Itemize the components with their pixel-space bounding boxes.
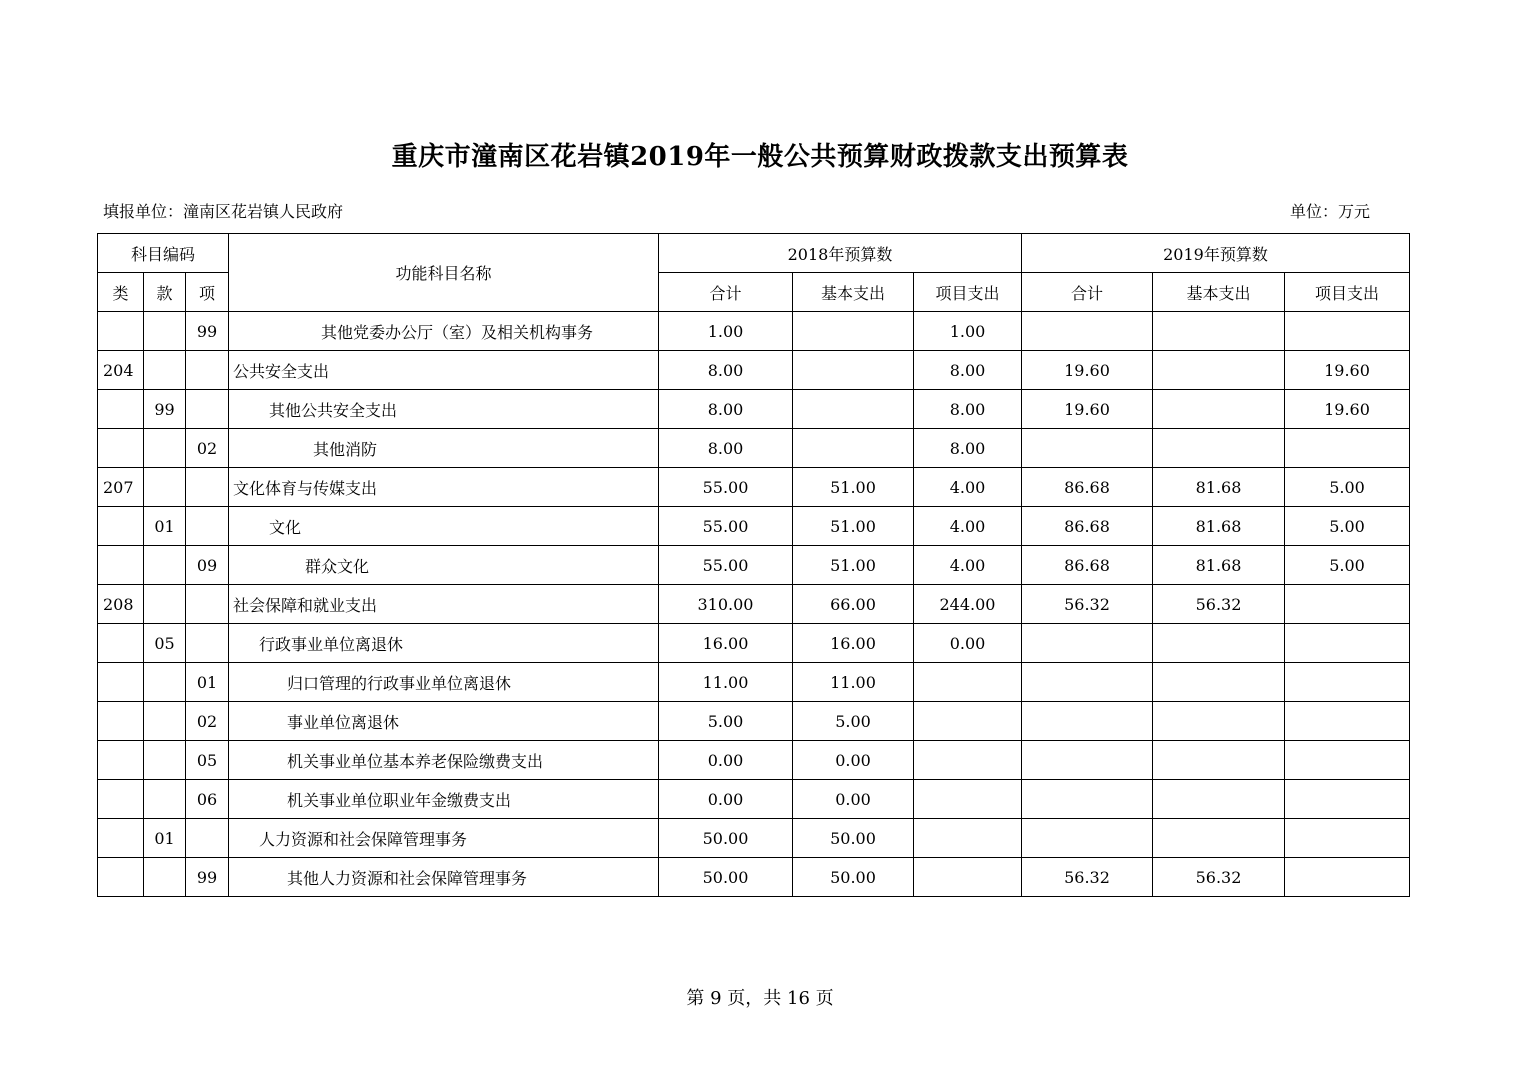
- kuan-cell: [144, 351, 186, 390]
- filing-unit: 填报单位：潼南区花岩镇人民政府: [103, 202, 344, 221]
- xiang-cell: [186, 351, 229, 390]
- table-row: [98, 624, 1410, 663]
- basic-2019-cell: 81.68: [1153, 507, 1285, 546]
- basic-2018-cell: [793, 351, 914, 390]
- xiang-cell: [186, 468, 229, 507]
- kuan-cell: [144, 546, 186, 585]
- basic-2018-cell: 50.00: [793, 819, 914, 858]
- header-xiang: 项: [186, 273, 229, 312]
- kuan-cell: [144, 741, 186, 780]
- lei-cell: 204: [98, 351, 144, 390]
- table-row: [98, 312, 1410, 351]
- lei-cell: 207: [98, 468, 144, 507]
- name-cell: 归口管理的行政事业单位离退休: [229, 663, 659, 702]
- basic-2019-cell: [1153, 624, 1285, 663]
- xiang-cell: [186, 624, 229, 663]
- header-kuan: 款: [144, 273, 186, 312]
- total-2018-cell: 50.00: [659, 858, 793, 897]
- header-function-name: 功能科目名称: [229, 234, 659, 312]
- total-2018-cell: 16.00: [659, 624, 793, 663]
- project-2019-cell: 5.00: [1285, 468, 1410, 507]
- basic-2019-cell: [1153, 819, 1285, 858]
- total-2019-cell: [1022, 702, 1153, 741]
- basic-2018-cell: 50.00: [793, 858, 914, 897]
- xiang-cell: 99: [186, 858, 229, 897]
- name-cell: 社会保障和就业支出: [229, 585, 659, 624]
- project-2018-cell: [914, 858, 1022, 897]
- total-2019-cell: [1022, 663, 1153, 702]
- total-2018-cell: 8.00: [659, 390, 793, 429]
- name-cell: 行政事业单位离退休: [229, 624, 659, 663]
- table-row: [98, 663, 1410, 702]
- table-row: [98, 546, 1410, 585]
- kuan-cell: 01: [144, 507, 186, 546]
- table-row: [98, 390, 1410, 429]
- lei-cell: [98, 390, 144, 429]
- total-2019-cell: [1022, 429, 1153, 468]
- basic-2018-cell: 0.00: [793, 741, 914, 780]
- total-2018-cell: 0.00: [659, 741, 793, 780]
- project-2019-cell: [1285, 780, 1410, 819]
- project-2018-cell: 1.00: [914, 312, 1022, 351]
- project-2018-cell: 4.00: [914, 546, 1022, 585]
- header-2018-budget: 2018年预算数: [659, 234, 1022, 273]
- table-row: [98, 858, 1410, 897]
- header-2018-total: 合计: [659, 273, 793, 312]
- project-2019-cell: 5.00: [1285, 507, 1410, 546]
- xiang-cell: 02: [186, 429, 229, 468]
- lei-cell: [98, 780, 144, 819]
- xiang-cell: 06: [186, 780, 229, 819]
- basic-2018-cell: [793, 429, 914, 468]
- total-2018-cell: 55.00: [659, 468, 793, 507]
- total-2019-cell: 86.68: [1022, 546, 1153, 585]
- project-2018-cell: 244.00: [914, 585, 1022, 624]
- table-row: [98, 429, 1410, 468]
- name-cell: 事业单位离退休: [229, 702, 659, 741]
- basic-2019-cell: [1153, 663, 1285, 702]
- project-2018-cell: 4.00: [914, 468, 1022, 507]
- header-2019-basic: 基本支出: [1153, 273, 1285, 312]
- basic-2018-cell: 16.00: [793, 624, 914, 663]
- xiang-cell: 05: [186, 741, 229, 780]
- kuan-cell: 99: [144, 390, 186, 429]
- basic-2019-cell: 56.32: [1153, 585, 1285, 624]
- name-cell: 机关事业单位基本养老保险缴费支出: [229, 741, 659, 780]
- name-cell: 文化体育与传媒支出: [229, 468, 659, 507]
- name-cell: 群众文化: [229, 546, 659, 585]
- header-subject-code: 科目编码: [98, 234, 229, 273]
- basic-2018-cell: 11.00: [793, 663, 914, 702]
- project-2018-cell: 8.00: [914, 390, 1022, 429]
- table-row: [98, 780, 1410, 819]
- total-2018-cell: 55.00: [659, 546, 793, 585]
- total-2018-cell: 8.00: [659, 351, 793, 390]
- kuan-cell: [144, 858, 186, 897]
- lei-cell: [98, 312, 144, 351]
- project-2019-cell: [1285, 702, 1410, 741]
- lei-cell: [98, 858, 144, 897]
- kuan-cell: [144, 663, 186, 702]
- project-2018-cell: [914, 741, 1022, 780]
- project-2019-cell: [1285, 741, 1410, 780]
- project-2019-cell: [1285, 429, 1410, 468]
- xiang-cell: [186, 819, 229, 858]
- total-2019-cell: [1022, 741, 1153, 780]
- table-row: [98, 702, 1410, 741]
- basic-2018-cell: 66.00: [793, 585, 914, 624]
- total-2018-cell: 0.00: [659, 780, 793, 819]
- header-2018-basic: 基本支出: [793, 273, 914, 312]
- xiang-cell: 02: [186, 702, 229, 741]
- xiang-cell: 99: [186, 312, 229, 351]
- lei-cell: [98, 429, 144, 468]
- name-cell: 公共安全支出: [229, 351, 659, 390]
- page-title: 重庆市潼南区花岩镇2019年一般公共预算财政拨款支出预算表: [391, 142, 1129, 172]
- table-row: [98, 741, 1410, 780]
- basic-2018-cell: 51.00: [793, 507, 914, 546]
- total-2019-cell: 56.32: [1022, 858, 1153, 897]
- project-2019-cell: [1285, 663, 1410, 702]
- header-row-1: [98, 234, 1410, 273]
- name-cell: 人力资源和社会保障管理事务: [229, 819, 659, 858]
- total-2019-cell: [1022, 780, 1153, 819]
- total-2018-cell: 55.00: [659, 507, 793, 546]
- table-row: [98, 351, 1410, 390]
- project-2019-cell: [1285, 624, 1410, 663]
- basic-2019-cell: [1153, 780, 1285, 819]
- kuan-cell: [144, 702, 186, 741]
- total-2018-cell: 11.00: [659, 663, 793, 702]
- project-2018-cell: 8.00: [914, 351, 1022, 390]
- lei-cell: [98, 624, 144, 663]
- lei-cell: 208: [98, 585, 144, 624]
- project-2019-cell: [1285, 819, 1410, 858]
- lei-cell: [98, 702, 144, 741]
- total-2019-cell: [1022, 624, 1153, 663]
- kuan-cell: [144, 780, 186, 819]
- name-cell: 其他公共安全支出: [229, 390, 659, 429]
- project-2018-cell: [914, 819, 1022, 858]
- kuan-cell: [144, 429, 186, 468]
- project-2018-cell: [914, 780, 1022, 819]
- total-2018-cell: 5.00: [659, 702, 793, 741]
- lei-cell: [98, 507, 144, 546]
- lei-cell: [98, 663, 144, 702]
- table-row: [98, 507, 1410, 546]
- project-2019-cell: [1285, 858, 1410, 897]
- kuan-cell: [144, 585, 186, 624]
- header-2019-project: 项目支出: [1285, 273, 1410, 312]
- basic-2019-cell: [1153, 390, 1285, 429]
- total-2019-cell: 56.32: [1022, 585, 1153, 624]
- xiang-cell: [186, 585, 229, 624]
- basic-2018-cell: [793, 390, 914, 429]
- project-2018-cell: 0.00: [914, 624, 1022, 663]
- kuan-cell: [144, 468, 186, 507]
- basic-2018-cell: [793, 312, 914, 351]
- lei-cell: [98, 741, 144, 780]
- budget-table: [97, 233, 1410, 897]
- basic-2019-cell: 81.68: [1153, 546, 1285, 585]
- project-2019-cell: [1285, 312, 1410, 351]
- xiang-cell: [186, 507, 229, 546]
- basic-2019-cell: [1153, 741, 1285, 780]
- table-row: [98, 819, 1410, 858]
- total-2019-cell: 19.60: [1022, 351, 1153, 390]
- total-2019-cell: [1022, 312, 1153, 351]
- project-2018-cell: [914, 663, 1022, 702]
- lei-cell: [98, 546, 144, 585]
- table-row: [98, 468, 1410, 507]
- header-2019-budget: 2019年预算数: [1022, 234, 1410, 273]
- name-cell: 其他人力资源和社会保障管理事务: [229, 858, 659, 897]
- header-2019-total: 合计: [1022, 273, 1153, 312]
- basic-2019-cell: [1153, 429, 1285, 468]
- name-cell: 其他党委办公厅（室）及相关机构事务: [229, 312, 659, 351]
- header-2018-project: 项目支出: [914, 273, 1022, 312]
- xiang-cell: [186, 390, 229, 429]
- kuan-cell: 01: [144, 819, 186, 858]
- basic-2019-cell: [1153, 702, 1285, 741]
- project-2018-cell: 8.00: [914, 429, 1022, 468]
- basic-2019-cell: [1153, 351, 1285, 390]
- xiang-cell: 01: [186, 663, 229, 702]
- basic-2019-cell: 81.68: [1153, 468, 1285, 507]
- total-2018-cell: 50.00: [659, 819, 793, 858]
- name-cell: 文化: [229, 507, 659, 546]
- total-2018-cell: 8.00: [659, 429, 793, 468]
- name-cell: 机关事业单位职业年金缴费支出: [229, 780, 659, 819]
- header-lei: 类: [98, 273, 144, 312]
- project-2018-cell: [914, 702, 1022, 741]
- project-2019-cell: [1285, 585, 1410, 624]
- basic-2018-cell: 0.00: [793, 780, 914, 819]
- name-cell: 其他消防: [229, 429, 659, 468]
- xiang-cell: 09: [186, 546, 229, 585]
- table-row: [98, 585, 1410, 624]
- total-2019-cell: [1022, 819, 1153, 858]
- project-2019-cell: 5.00: [1285, 546, 1410, 585]
- total-2019-cell: 19.60: [1022, 390, 1153, 429]
- lei-cell: [98, 819, 144, 858]
- total-2019-cell: 86.68: [1022, 468, 1153, 507]
- currency-unit: 单位：万元: [1290, 202, 1371, 221]
- project-2018-cell: 4.00: [914, 507, 1022, 546]
- project-2019-cell: 19.60: [1285, 351, 1410, 390]
- project-2019-cell: 19.60: [1285, 390, 1410, 429]
- kuan-cell: [144, 312, 186, 351]
- total-2018-cell: 1.00: [659, 312, 793, 351]
- kuan-cell: 05: [144, 624, 186, 663]
- basic-2019-cell: [1153, 312, 1285, 351]
- basic-2019-cell: 56.32: [1153, 858, 1285, 897]
- basic-2018-cell: 5.00: [793, 702, 914, 741]
- basic-2018-cell: 51.00: [793, 468, 914, 507]
- page-footer: 第 9 页，共 16 页: [686, 988, 834, 1009]
- total-2018-cell: 310.00: [659, 585, 793, 624]
- basic-2018-cell: 51.00: [793, 546, 914, 585]
- total-2019-cell: 86.68: [1022, 507, 1153, 546]
